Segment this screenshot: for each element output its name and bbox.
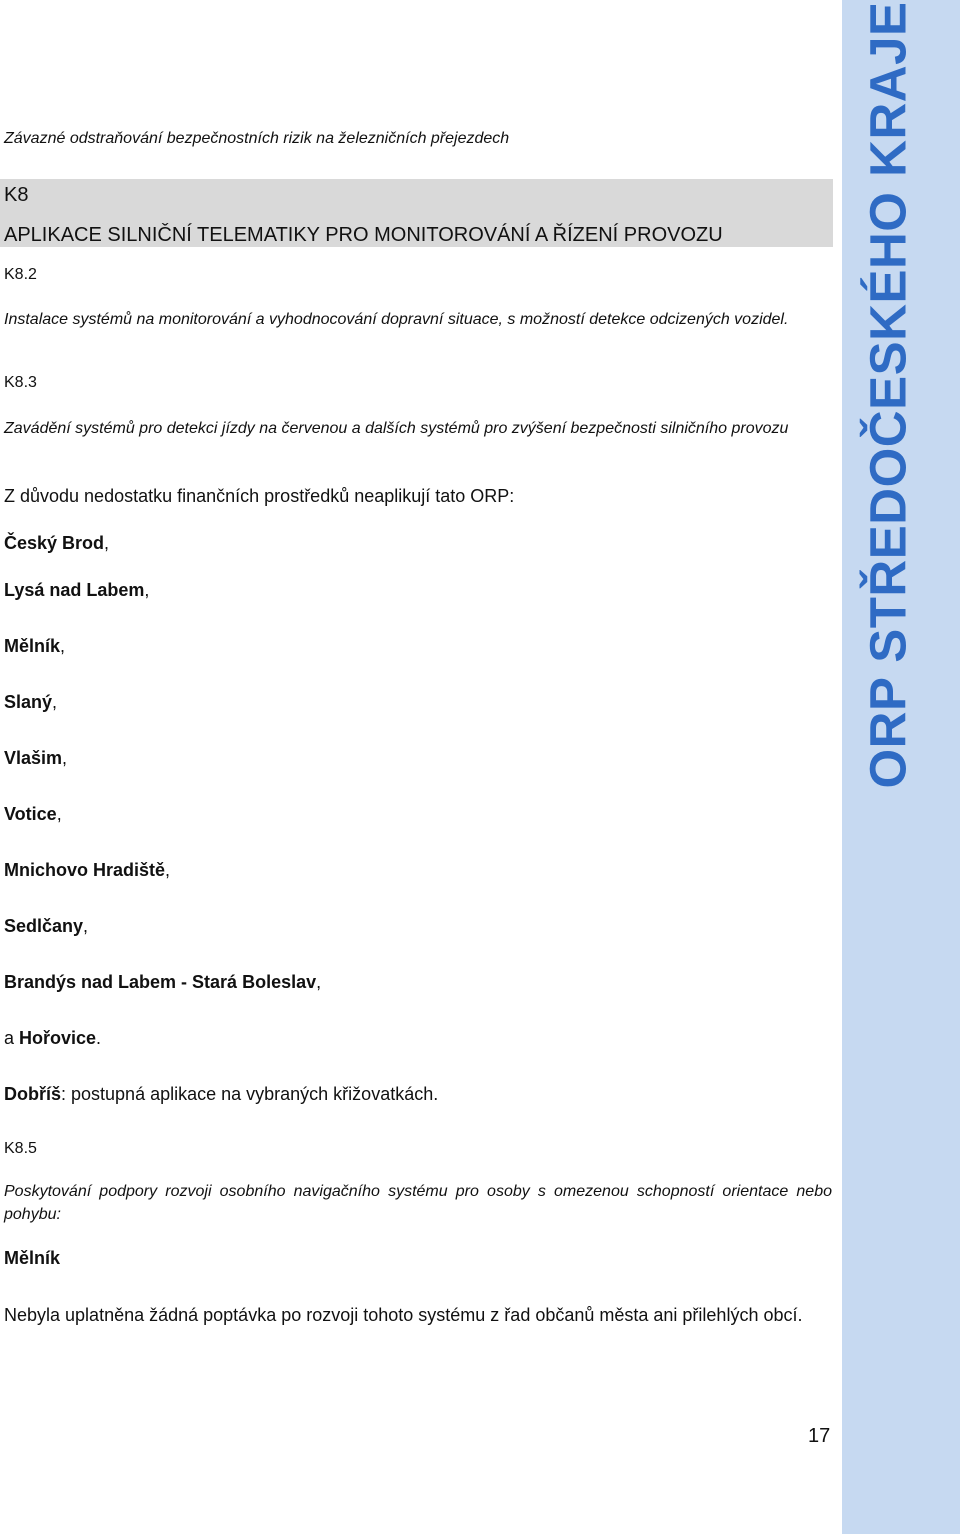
k83-intro: Z důvodu nedostatku finančních prostředků neaplikují tato ORP:: [4, 486, 515, 506]
dobris-name: Dobříš: [4, 1084, 62, 1104]
town-separator: ,: [316, 972, 322, 992]
town-name: Český Brod: [4, 533, 105, 553]
k85-text: Poskytování podpory rozvoji osobního navigačního systému pro osoby s omezenou schopností orientace nebo pohybu:: [4, 1183, 832, 1223]
town-separator: ,: [60, 636, 66, 656]
section-header: [0, 179, 833, 247]
town-item: [4, 860, 170, 881]
town-separator: ,: [52, 692, 58, 712]
dobris-text: : postupná aplikace na vybraných křižovatkách.: [61, 1084, 439, 1104]
k85-code: K8.5: [4, 1140, 37, 1157]
town-name: Hořovice: [19, 1028, 97, 1048]
town-item: [4, 636, 65, 657]
section-code: K8: [4, 184, 29, 206]
page-number: 17: [808, 1425, 831, 1447]
dobris-note: [4, 1084, 438, 1105]
town-name: Vlašim: [4, 748, 63, 768]
town-separator: ,: [104, 533, 110, 553]
intro-line: Závazné odstraňování bezpečnostních rizik na železničních přejezdech: [4, 130, 510, 147]
town-name: Mnichovo Hradiště: [4, 860, 166, 880]
town-item: [4, 916, 88, 937]
town-name: Lysá nad Labem: [4, 580, 145, 600]
town-item: [4, 692, 57, 713]
town-name: Slaný: [4, 692, 53, 712]
town-separator: .: [96, 1028, 102, 1048]
k85-note: Nebyla uplatněna žádná poptávka po rozvoji tohoto systému z řad občanů města ani přilehlých obcí.: [4, 1305, 803, 1325]
k85-town: Mělník: [4, 1248, 61, 1268]
town-name: Brandýs nad Labem - Stará Boleslav: [4, 972, 317, 992]
k83-code: K8.3: [4, 374, 37, 391]
k82-code: K8.2: [4, 266, 37, 283]
town-item: [4, 972, 321, 993]
town-name: Sedlčany: [4, 916, 84, 936]
town-separator: ,: [56, 804, 62, 824]
town-item: [4, 580, 149, 601]
town-item: [4, 748, 67, 769]
k83-text: Zavádění systémů pro detekci jízdy na červenou a dalších systémů pro zvýšení bezpečnosti silničního provozu: [4, 420, 789, 437]
town-item: [4, 533, 109, 554]
section-title: APLIKACE SILNIČNÍ TELEMATIKY PRO MONITOROVÁNÍ A ŘÍZENÍ PROVOZU: [4, 224, 723, 246]
town-item-last: [4, 1028, 101, 1049]
town-separator: ,: [62, 748, 68, 768]
sidebar-title: ORP STŘEDOČESKÉHO KRAJE: [859, 1, 917, 789]
k82-text: Instalace systémů na monitorování a vyhodnocování dopravní situace, s možností detekce odcizených vozidel.: [4, 311, 789, 328]
town-name: Mělník: [4, 636, 61, 656]
town-item: [4, 804, 62, 825]
town-separator: ,: [83, 916, 89, 936]
town-separator: ,: [144, 580, 150, 600]
town-separator: ,: [165, 860, 171, 880]
town-name: Votice: [4, 804, 57, 824]
town-prefix: a: [4, 1028, 20, 1048]
